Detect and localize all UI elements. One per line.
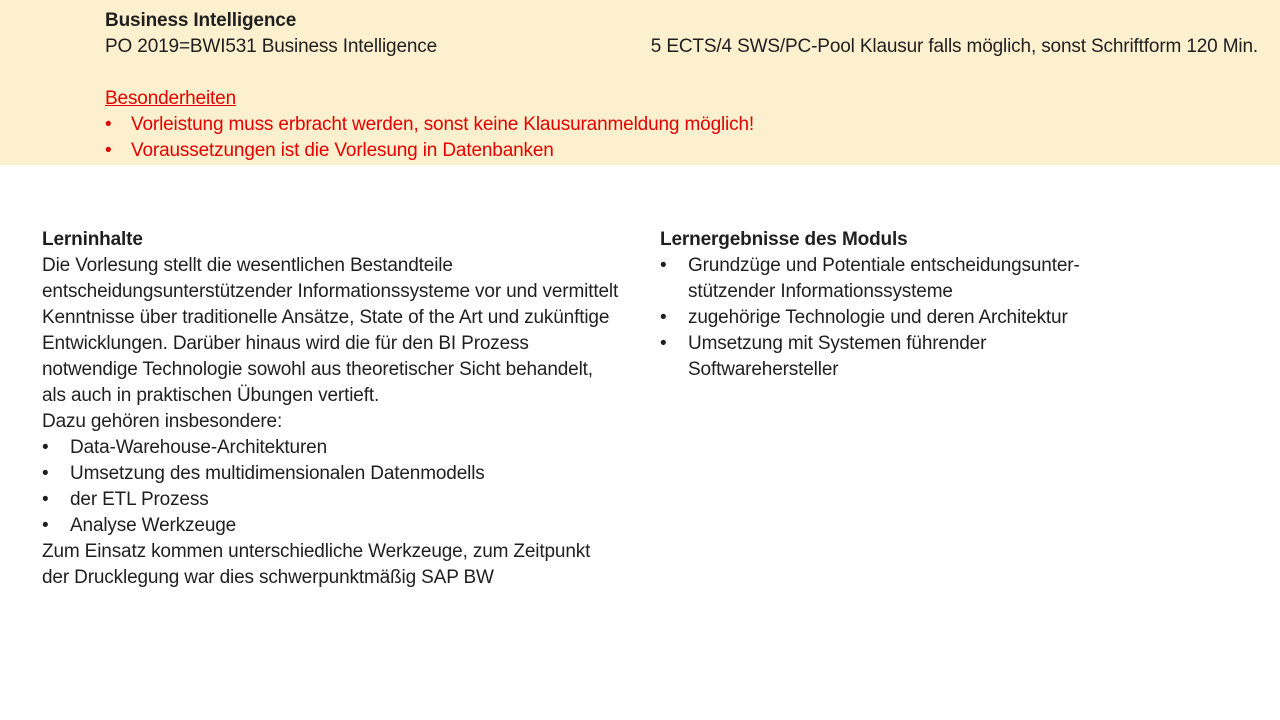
list-item [660,253,1122,305]
subtitle-row [105,34,1258,60]
bullet-marker: • [42,463,49,484]
list-item-text: Voraussetzungen ist die Vorlesung in Datenbanken [131,140,554,161]
list-item-text: Grundzüge und Potentiale entscheidungsunter-stützender Informationssysteme [688,255,1080,302]
bullet-marker: • [42,489,49,510]
bullet-marker: • [42,437,49,458]
lerninhalte-section [42,227,620,591]
header-band [0,0,1280,165]
list-item-text: Vorleistung muss erbracht werden, sonst keine Klausuranmeldung möglich! [131,114,755,135]
bullet-marker: • [660,333,667,354]
list-item [105,112,1258,138]
lerninhalte-paragraph: Die Vorlesung stellt die wesentlichen Bestandteile entscheidungsunterstützender Informationssysteme vor und vermittelt Kenntnisse über traditionelle Ansätze, State of the Art und zukünftige Entwicklungen. Darüber hinaus wird die für den BI Prozess notwendige Technologie sowohl aus theoretischer Sicht behandelt, als auch in praktischen Übungen vertieft. [42,255,619,406]
bullet-marker: • [660,255,667,276]
list-item [42,435,620,461]
list-item [105,138,1258,164]
content-columns [0,227,1280,591]
list-item [42,461,620,487]
bullet-marker: • [105,140,112,161]
module-code: PO 2019=BWI531 Business Intelligence [105,36,438,57]
bullet-marker: • [660,307,667,328]
besonderheiten-heading: Besonderheiten [105,88,237,109]
list-item-text: der ETL Prozess [70,489,209,510]
bullet-marker: • [42,515,49,536]
module-title: Business Intelligence [105,10,297,31]
lerninhalte-closing-paragraph: Zum Einsatz kommen unterschiedliche Werkzeuge, zum Zeitpunkt der Drucklegung war dies schwerpunktmäßig SAP BW [42,541,591,588]
list-item-text: zugehörige Technologie und deren Architektur [688,307,1068,328]
list-item-text: Analyse Werkzeuge [70,515,237,536]
lernergebnisse-section [660,227,1122,591]
list-item [660,331,1122,383]
list-item-text: Data-Warehouse-Architekturen [70,437,327,458]
lerninhalte-intro-line: Dazu gehören insbesondere: [42,411,283,432]
lerninhalte-heading: Lerninhalte [42,229,143,250]
list-item [660,305,1122,331]
list-item-text: Umsetzung des multidimensionalen Datenmodells [70,463,485,484]
list-item [42,513,620,539]
list-item-text: Umsetzung mit Systemen führender Softwarehersteller [688,333,987,380]
list-item [42,487,620,513]
bullet-marker: • [105,114,112,135]
lernergebnisse-heading: Lernergebnisse des Moduls [660,229,908,250]
besonderheiten-list [105,112,1258,164]
lernergebnisse-list [660,253,1122,383]
module-credits-exam-info: 5 ECTS/4 SWS/PC-Pool Klausur falls möglich, sonst Schriftform 120 Min. [650,36,1258,57]
lerninhalte-list [42,435,620,539]
